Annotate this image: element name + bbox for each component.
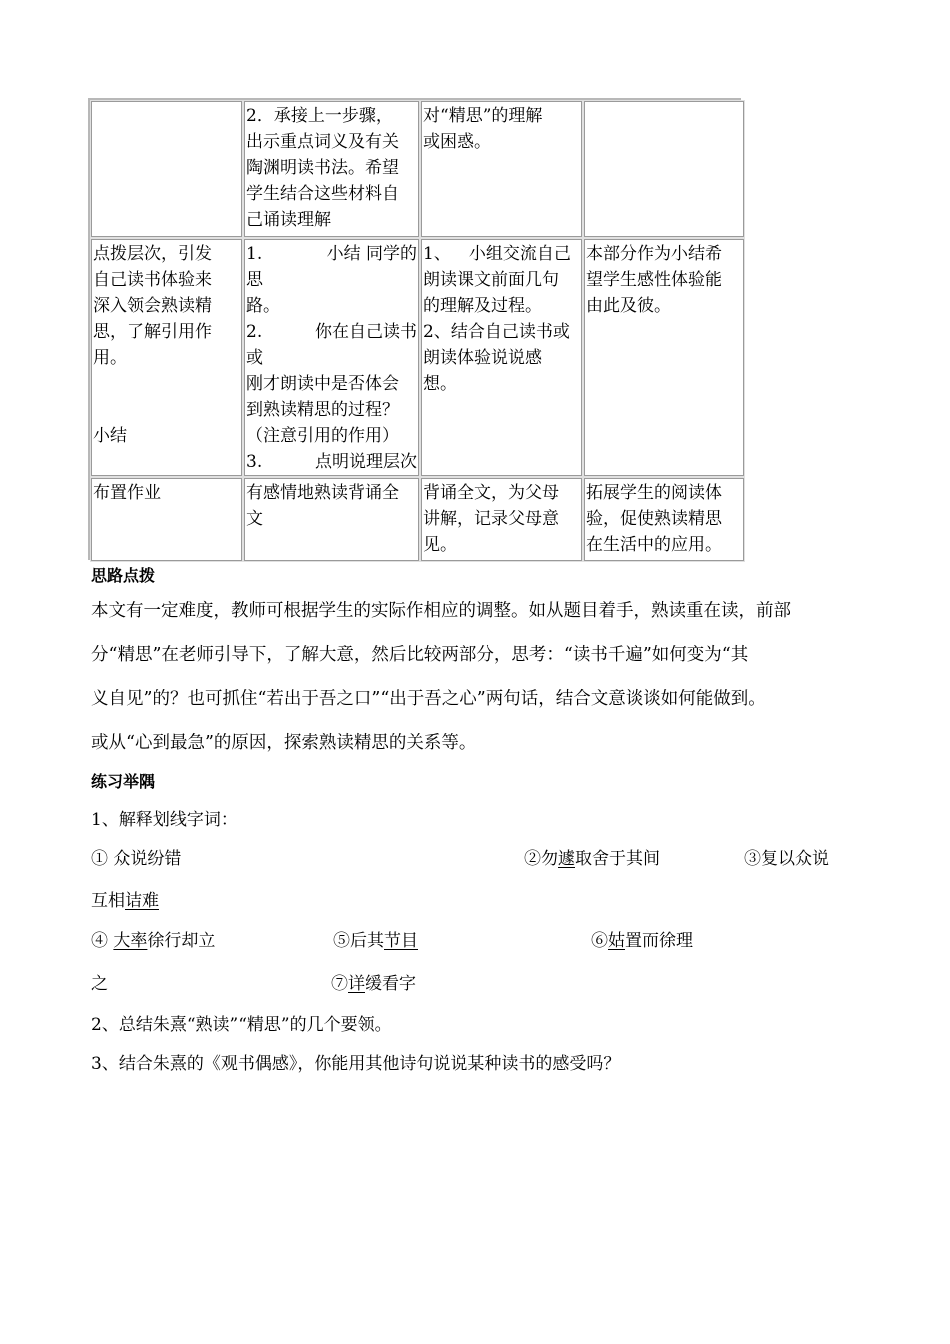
item-text: 缓看字 bbox=[365, 974, 416, 994]
exercise-item-2 bbox=[524, 846, 660, 872]
paragraph-line: 或从“心到最急”的原因，探索熟读精思的关系等。 bbox=[91, 733, 477, 753]
exercise-item-4 bbox=[91, 928, 215, 954]
item-text: 点明说理层次 bbox=[315, 452, 417, 472]
item-text: 你在自己读书 bbox=[315, 322, 417, 342]
cell-line: 拓展学生的阅读体 bbox=[586, 483, 722, 503]
cell-line: 望学生感性体验能 bbox=[586, 270, 722, 290]
exercise-item-3: ③复以众说 bbox=[744, 849, 829, 869]
cell-line: 刚才朗读中是否体会 bbox=[246, 374, 399, 394]
underlined-word: 遽 bbox=[558, 849, 575, 869]
table-cell-r1c2 bbox=[244, 101, 419, 237]
item-number: 2. bbox=[246, 322, 263, 342]
table-cell-r3c2 bbox=[244, 478, 419, 561]
cell-line: 2．承接上一步骤， bbox=[246, 106, 393, 126]
table-cell-r3c3 bbox=[421, 478, 582, 561]
exercise-item-6 bbox=[591, 928, 693, 954]
cell-line: 在生活中的应用。 bbox=[586, 535, 722, 555]
item-number: 1. bbox=[246, 244, 263, 264]
item-text: 置而徐理 bbox=[625, 931, 693, 951]
item-text: 取舍于其间 bbox=[575, 849, 660, 869]
approach-paragraph bbox=[91, 589, 881, 765]
item-text: ②勿 bbox=[524, 849, 558, 869]
underlined-word: 姑 bbox=[608, 931, 625, 951]
cell-line: 或 bbox=[246, 348, 263, 368]
cell-line bbox=[246, 319, 417, 345]
cell-line: 出示重点词义及有关 bbox=[246, 132, 399, 152]
cell-line: 深入领会熟读精 bbox=[93, 296, 212, 316]
paragraph-line: 义自见”的？也可抓住“若出于吾之口”“出于吾之心”两句话，结合文意谈谈如何能做到。 bbox=[91, 689, 766, 709]
cell-line: 有感情地熟读背诵全 bbox=[246, 483, 399, 503]
paragraph-line: 分“精思”在老师引导下，了解大意，然后比较两部分，思考：“读书千遍”如何变为“其 bbox=[91, 645, 749, 665]
cell-line: 学生结合这些材料自 bbox=[246, 184, 399, 204]
cell-line: 自己读书体验来 bbox=[93, 270, 212, 290]
cell-line bbox=[423, 241, 580, 267]
cell-line: 验，促使熟读精思 bbox=[586, 509, 722, 529]
cell-line: 想。 bbox=[423, 374, 457, 394]
table-cell-r2c4 bbox=[584, 239, 744, 476]
cell-line: （注意引用的作用） bbox=[246, 426, 399, 446]
cell-spacer bbox=[93, 371, 240, 423]
item-number: 3. bbox=[246, 452, 263, 472]
table-cell-r2c3 bbox=[421, 239, 582, 476]
cell-line: 本部分作为小结希 bbox=[586, 244, 722, 264]
underlined-word: 详 bbox=[348, 974, 365, 994]
cell-line: 或困惑。 bbox=[423, 132, 491, 152]
item-text: 小结 同学的 bbox=[326, 244, 417, 264]
exercise-item-1: ① 众说纷错 bbox=[91, 849, 182, 869]
item-text: ④ bbox=[91, 931, 114, 951]
cell-line: 朗读课文前面几句 bbox=[423, 270, 559, 290]
cell-line: 路。 bbox=[246, 296, 280, 316]
item-text: 互相 bbox=[91, 891, 125, 911]
cell-line: 对“精思”的理解 bbox=[423, 106, 543, 126]
cell-line: 思，了解引用作 bbox=[93, 322, 212, 342]
item-number: 1、 bbox=[423, 244, 451, 264]
exercise-item-7 bbox=[331, 971, 416, 997]
cell-line: 点拨层次，引发 bbox=[93, 244, 212, 264]
underlined-word: 诘难 bbox=[125, 891, 159, 911]
table-cell-r2c1 bbox=[91, 239, 242, 476]
paragraph-line: 本文有一定难度，教师可根据学生的实际作相应的调整。如从题目着手，熟读重在读，前部 bbox=[91, 601, 791, 621]
cell-line: 2、结合自己读书或 bbox=[423, 322, 570, 342]
table-cell-r1c4 bbox=[584, 101, 744, 237]
section-heading-approach: 思路点拨 bbox=[91, 566, 156, 585]
cell-line: 己诵读理解 bbox=[246, 210, 331, 230]
cell-line: 文 bbox=[246, 509, 263, 529]
table-cell-r1c1 bbox=[91, 101, 242, 237]
exercise-item-6-cont: 之 bbox=[91, 974, 108, 994]
cell-line bbox=[246, 241, 417, 267]
cell-line: 思 bbox=[246, 270, 263, 290]
table-cell-r2c2 bbox=[244, 239, 419, 476]
table-cell-r3c1 bbox=[91, 478, 242, 561]
item-text: 小组交流自己 bbox=[468, 244, 571, 264]
cell-line: 陶渊明读书法。希望 bbox=[246, 158, 399, 178]
cell-line: 小结 bbox=[93, 426, 127, 446]
table-cell-r3c4 bbox=[584, 478, 744, 561]
cell-line: 由此及彼。 bbox=[586, 296, 671, 316]
cell-line: 朗读体验说说感 bbox=[423, 348, 542, 368]
cell-line: 背诵全文，为父母 bbox=[423, 483, 559, 503]
underlined-word: 节目 bbox=[384, 931, 418, 951]
question-1: 1、解释划线字词： bbox=[91, 810, 238, 830]
item-text: 徐行却立 bbox=[147, 931, 216, 951]
cell-line: 用。 bbox=[93, 348, 127, 368]
underlined-word: 大率 bbox=[113, 931, 148, 951]
table-cell-r1c3 bbox=[421, 101, 582, 237]
lesson-plan-table bbox=[88, 98, 741, 560]
question-3: 3、结合朱熹的《观书偶感》，你能用其他诗句说说某种读书的感受吗？ bbox=[91, 1054, 621, 1074]
item-text: ⑦ bbox=[331, 974, 348, 994]
cell-line: 到熟读精思的过程？ bbox=[246, 400, 399, 420]
exercise-item-3-cont bbox=[91, 888, 159, 914]
cell-line: 的理解及过程。 bbox=[423, 296, 542, 316]
cell-line bbox=[246, 449, 417, 475]
cell-line: 布置作业 bbox=[93, 483, 161, 503]
cell-line: 讲解，记录父母意 bbox=[423, 509, 559, 529]
section-heading-exercises: 练习举隅 bbox=[91, 772, 156, 791]
question-2: 2、总结朱熹“熟读”“精思”的几个要领。 bbox=[91, 1015, 392, 1035]
exercise-item-5 bbox=[333, 928, 418, 954]
cell-line: 见。 bbox=[423, 535, 457, 555]
item-text: ⑥ bbox=[591, 931, 608, 951]
item-text: ⑤后其 bbox=[333, 931, 384, 951]
